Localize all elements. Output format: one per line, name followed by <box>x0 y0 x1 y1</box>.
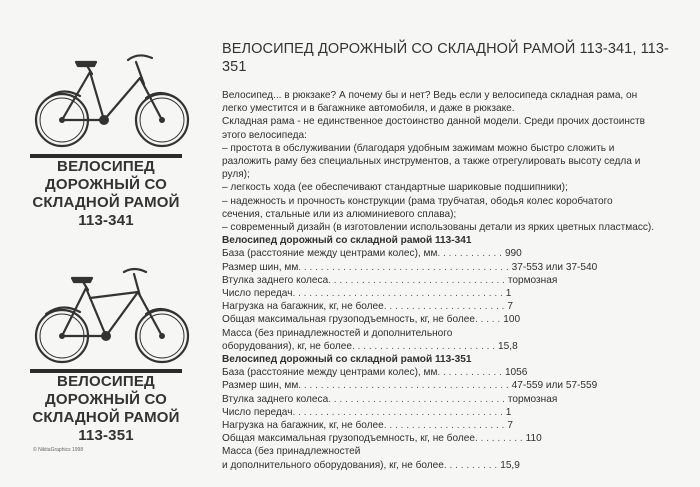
spec-leader-dots: . . . . . . . . . . . . . . . . . . . . . . . . . . . . . . . . . . . . . . <box>292 406 503 418</box>
intro-line: – современный дизайн (в изготовлении использованы детали из ярких цветных пластмасс). <box>222 222 655 234</box>
specs-heading: Велосипед дорожный со складной рамой 113-341 <box>222 235 472 247</box>
spec-row <box>222 445 692 458</box>
spec-row <box>222 459 692 472</box>
spec-row <box>222 393 692 406</box>
spec-row <box>222 419 692 432</box>
spec-label: Масса (без принадлежностей и дополнительного <box>222 327 453 339</box>
intro-line: – легкость хода (ее обеспечивают стандартные шариковые подшипники); <box>222 182 568 194</box>
spec-label: Число передач <box>222 288 293 300</box>
caption-line: ВЕЛОСИПЕД <box>57 158 155 175</box>
intro-line: Велосипед... в рюкзаке? А почему бы и нет? Ведь если у велосипеда складная рама, он <box>222 90 638 101</box>
caption-line: 113-351 <box>78 427 134 444</box>
caption-line: 113-341 <box>78 212 134 229</box>
intro-line: – простота в обслуживании (благодаря удобным зажимам можно быстро сложить и <box>222 142 615 154</box>
model-113-341-caption <box>32 158 180 230</box>
spec-label: Втулка заднего колеса <box>222 393 329 405</box>
spec-row <box>222 327 692 340</box>
spec-value: тормозная <box>507 393 558 405</box>
spec-row <box>222 406 692 419</box>
spec-value: 7 <box>507 420 514 432</box>
spec-label: База (расстояние между центрами колес), мм <box>222 367 438 379</box>
spec-label: оборудования), кг, не более <box>222 340 352 352</box>
intro-line: этого велосипеда: <box>222 129 307 141</box>
spec-label: Общая максимальная грузоподъемность, кг, не более <box>222 314 475 326</box>
bicycle-113-351-illustration <box>34 258 190 368</box>
intro-line: – надежность и прочность конструкции (рама трубчатая, ободья колес коробчатого <box>222 195 613 207</box>
spec-row <box>222 261 692 274</box>
specs-heading: Велосипед дорожный со складной рамой 113-351 <box>222 354 472 366</box>
spec-value: 990 <box>504 248 522 260</box>
intro-line: сечения, стальные или из алюминиевого сплава); <box>222 208 457 220</box>
spec-leader-dots: . . . . . . . . . . . . . . . . . . . . . . . . . . . . . . . . . . . . . . <box>298 380 509 392</box>
spec-leader-dots: . . . . . . . . . . . . <box>437 367 502 379</box>
copyright-note: © NikitaGraphics 1998 <box>33 447 84 453</box>
spec-value: 15,9 <box>500 459 520 471</box>
spec-row <box>222 432 692 445</box>
illustration-column <box>0 0 200 487</box>
spec-leader-dots: . . . . . . . . . . . . <box>437 248 502 260</box>
spec-value: 1 <box>505 406 512 418</box>
caption-line: ДОРОЖНЫЙ СО <box>45 176 167 193</box>
spec-value: 15,8 <box>498 340 518 352</box>
spec-value: тормозная <box>507 274 558 286</box>
spec-leader-dots: . . . . . . . . . . . . . . . . . . . . . . . . . . . . . . . . . . . . . . <box>298 261 509 273</box>
spec-value: 1056 <box>504 367 528 379</box>
spec-label: Нагрузка на багажник, кг, не более <box>222 420 384 432</box>
caption-line: СКЛАДНОЙ РАМОЙ <box>32 194 180 211</box>
spec-value: 37-553 или 37-540 <box>511 261 598 273</box>
spec-label: Втулка заднего колеса <box>222 274 329 286</box>
spec-label: Размер шин, мм <box>222 380 299 392</box>
spec-row <box>222 340 692 353</box>
spec-row <box>222 366 692 379</box>
spec-value: 100 <box>503 314 521 326</box>
intro-line: Складная рама - не единственное достоинство данной модели. Среди прочих достоинств <box>222 116 645 128</box>
spec-leader-dots: . . . . . . . . . . <box>443 459 498 471</box>
model-113-351-caption <box>32 373 180 445</box>
spec-leader-dots: . . . . . . . . . . . . . . . . . . . . . . . . . . <box>352 340 496 352</box>
spec-leader-dots: . . . . . . . . . . . . . . . . . . . . . . . . . . . . . . . . <box>328 274 505 286</box>
spec-leader-dots: . . . . . . . . . . . . . . . . . . . . . . . . . . . . . . . . . . . . . . <box>292 288 503 300</box>
spec-value: 47-559 или 57-559 <box>511 380 598 392</box>
spec-leader-dots: . . . . . . . . . . . . . . . . . . . . . . . . . . . . . . . . <box>328 393 505 405</box>
spec-value: 110 <box>525 433 542 445</box>
intro-line: разложить раму без специальных инструментов, а также отрегулировать высоту седла и <box>222 156 641 168</box>
spec-row <box>222 313 692 326</box>
specs-113-351 <box>222 353 692 472</box>
spec-value: 1 <box>505 288 512 300</box>
spec-label: Масса (без принадлежностей <box>222 446 361 458</box>
spec-label: и дополнительного оборудования), кг, не более <box>222 459 444 471</box>
spec-label: Размер шин, мм <box>222 261 299 273</box>
text-column <box>222 40 692 472</box>
spec-row <box>222 379 692 392</box>
spec-row <box>222 287 692 300</box>
specs-113-341 <box>222 234 692 353</box>
spec-label: Число передач <box>222 406 293 418</box>
description <box>222 89 692 472</box>
bicycle-113-341-illustration <box>34 40 190 150</box>
spec-leader-dots: . . . . . <box>474 314 501 326</box>
spec-value: 7 <box>507 301 514 313</box>
spec-label: База (расстояние между центрами колес), мм <box>222 248 438 260</box>
caption-line: ВЕЛОСИПЕД <box>57 373 155 390</box>
spec-row <box>222 274 692 287</box>
intro-line: руля); <box>222 169 250 181</box>
spec-row <box>222 300 692 313</box>
spec-label: Нагрузка на багажник, кг, не более <box>222 301 384 313</box>
intro-line: легко уместится и в багажнике автомобиля, и даже в рюкзаке. <box>222 103 515 115</box>
spec-leader-dots: . . . . . . . . . . . . . . . . . . . . . . <box>383 420 505 432</box>
spec-label: Общая максимальная грузоподъемность, кг, не более <box>222 433 475 445</box>
spec-row <box>222 247 692 260</box>
spec-leader-dots: . . . . . . . . . <box>474 433 523 445</box>
caption-line: ДОРОЖНЫЙ СО <box>45 391 167 408</box>
page-title: ВЕЛОСИПЕД ДОРОЖНЫЙ СО СКЛАДНОЙ РАМОЙ 113-341, 113-351 <box>222 41 669 75</box>
caption-line: СКЛАДНОЙ РАМОЙ <box>32 409 180 426</box>
spec-leader-dots: . . . . . . . . . . . . . . . . . . . . . . <box>383 301 505 313</box>
